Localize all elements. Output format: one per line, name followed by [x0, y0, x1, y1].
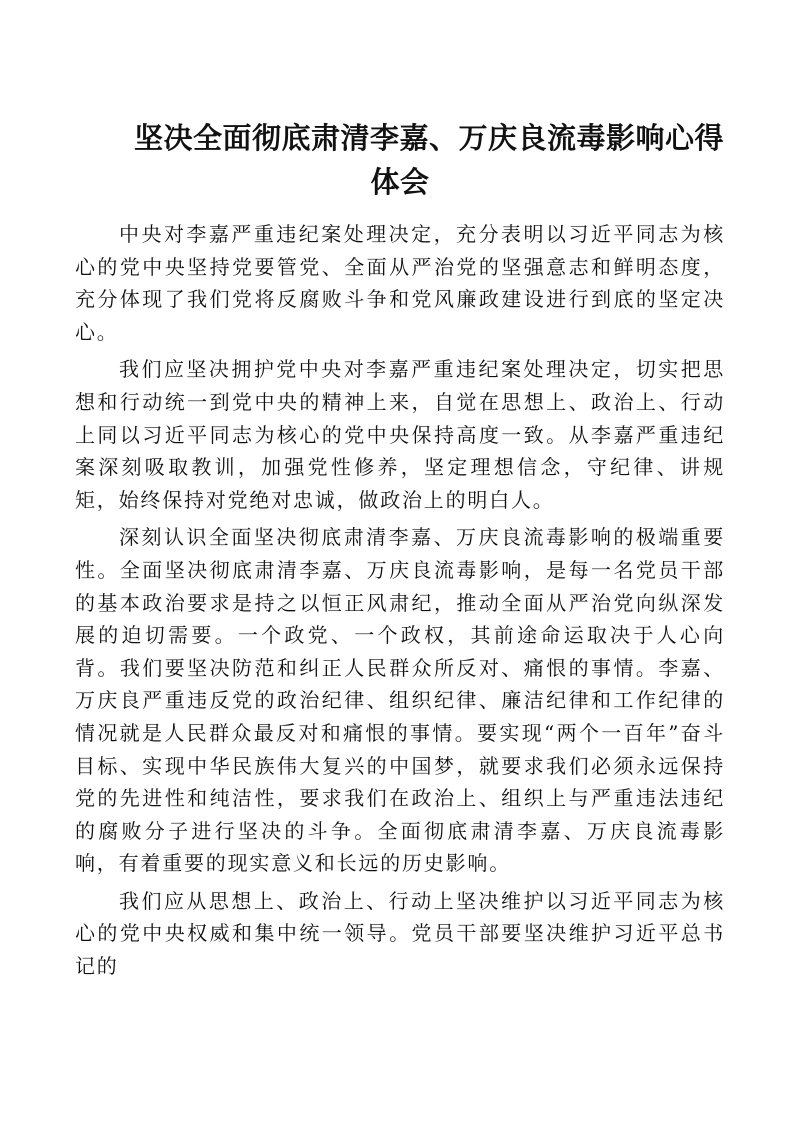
document-title [75, 116, 725, 204]
paragraph-2: 我们应坚决拥护党中央对李嘉严重违纪案处理决定，切实把思想和行动统一到党中央的精神上来，自觉在思想上、政治上、行动上同以习近平同志为核心的党中央保持高度一致。从李嘉严重违纪案深刻吸取教训，加强党性修养，坚定理想信念，守纪律、讲规矩，始终保持对党绝对忠诚，做政治上的明白人。 [75, 357, 725, 512]
document-title-text: 坚决全面彻底肃清李嘉、万庆良流毒影响心得体会 [133, 121, 724, 199]
paragraph-1: 中央对李嘉严重违纪案处理决定，充分表明以习近平同志为核心的党中央坚持党要管党、全面从严治党的坚强意志和鲜明态度，充分体现了我们党将反腐败斗争和党风廉政建设进行到底的坚定决心。 [75, 222, 725, 344]
document-body [75, 218, 725, 988]
paragraph-4: 我们应从思想上、政治上、行动上坚决维护以习近平同志为核心的党中央权威和集中统一领导。党员干部要坚决维护习近平总书记的 [75, 888, 725, 979]
paragraph-3: 深刻认识全面坚决彻底肃清李嘉、万庆良流毒影响的极端重要性。全面坚决彻底肃清李嘉、万庆良流毒影响，是每一名党员干部的基本政治要求是持之以恒正风肃纪，推动全面从严治党向纵深发展的迫切需要。一个政党、一个政权，其前途命运取决于人心向背。我们要坚决防范和纠正人民群众所反对、痛恨的事情。李嘉、万庆良严重违反党的政治纪律、组织纪律、廉洁纪律和工作纪律的情况就是人民群众最反对和痛恨的事情。要实现“两个一百年”奋斗目标、实现中华民族伟大复兴的中国梦，就要求我们必须永远保持党的先进性和纯洁性，要求我们在政治上、组织上与严重违法违纪的腐败分子进行坚决的斗争。全面彻底肃清李嘉、万庆良流毒影响，有着重要的现实意义和长远的历史影响。 [75, 525, 725, 876]
